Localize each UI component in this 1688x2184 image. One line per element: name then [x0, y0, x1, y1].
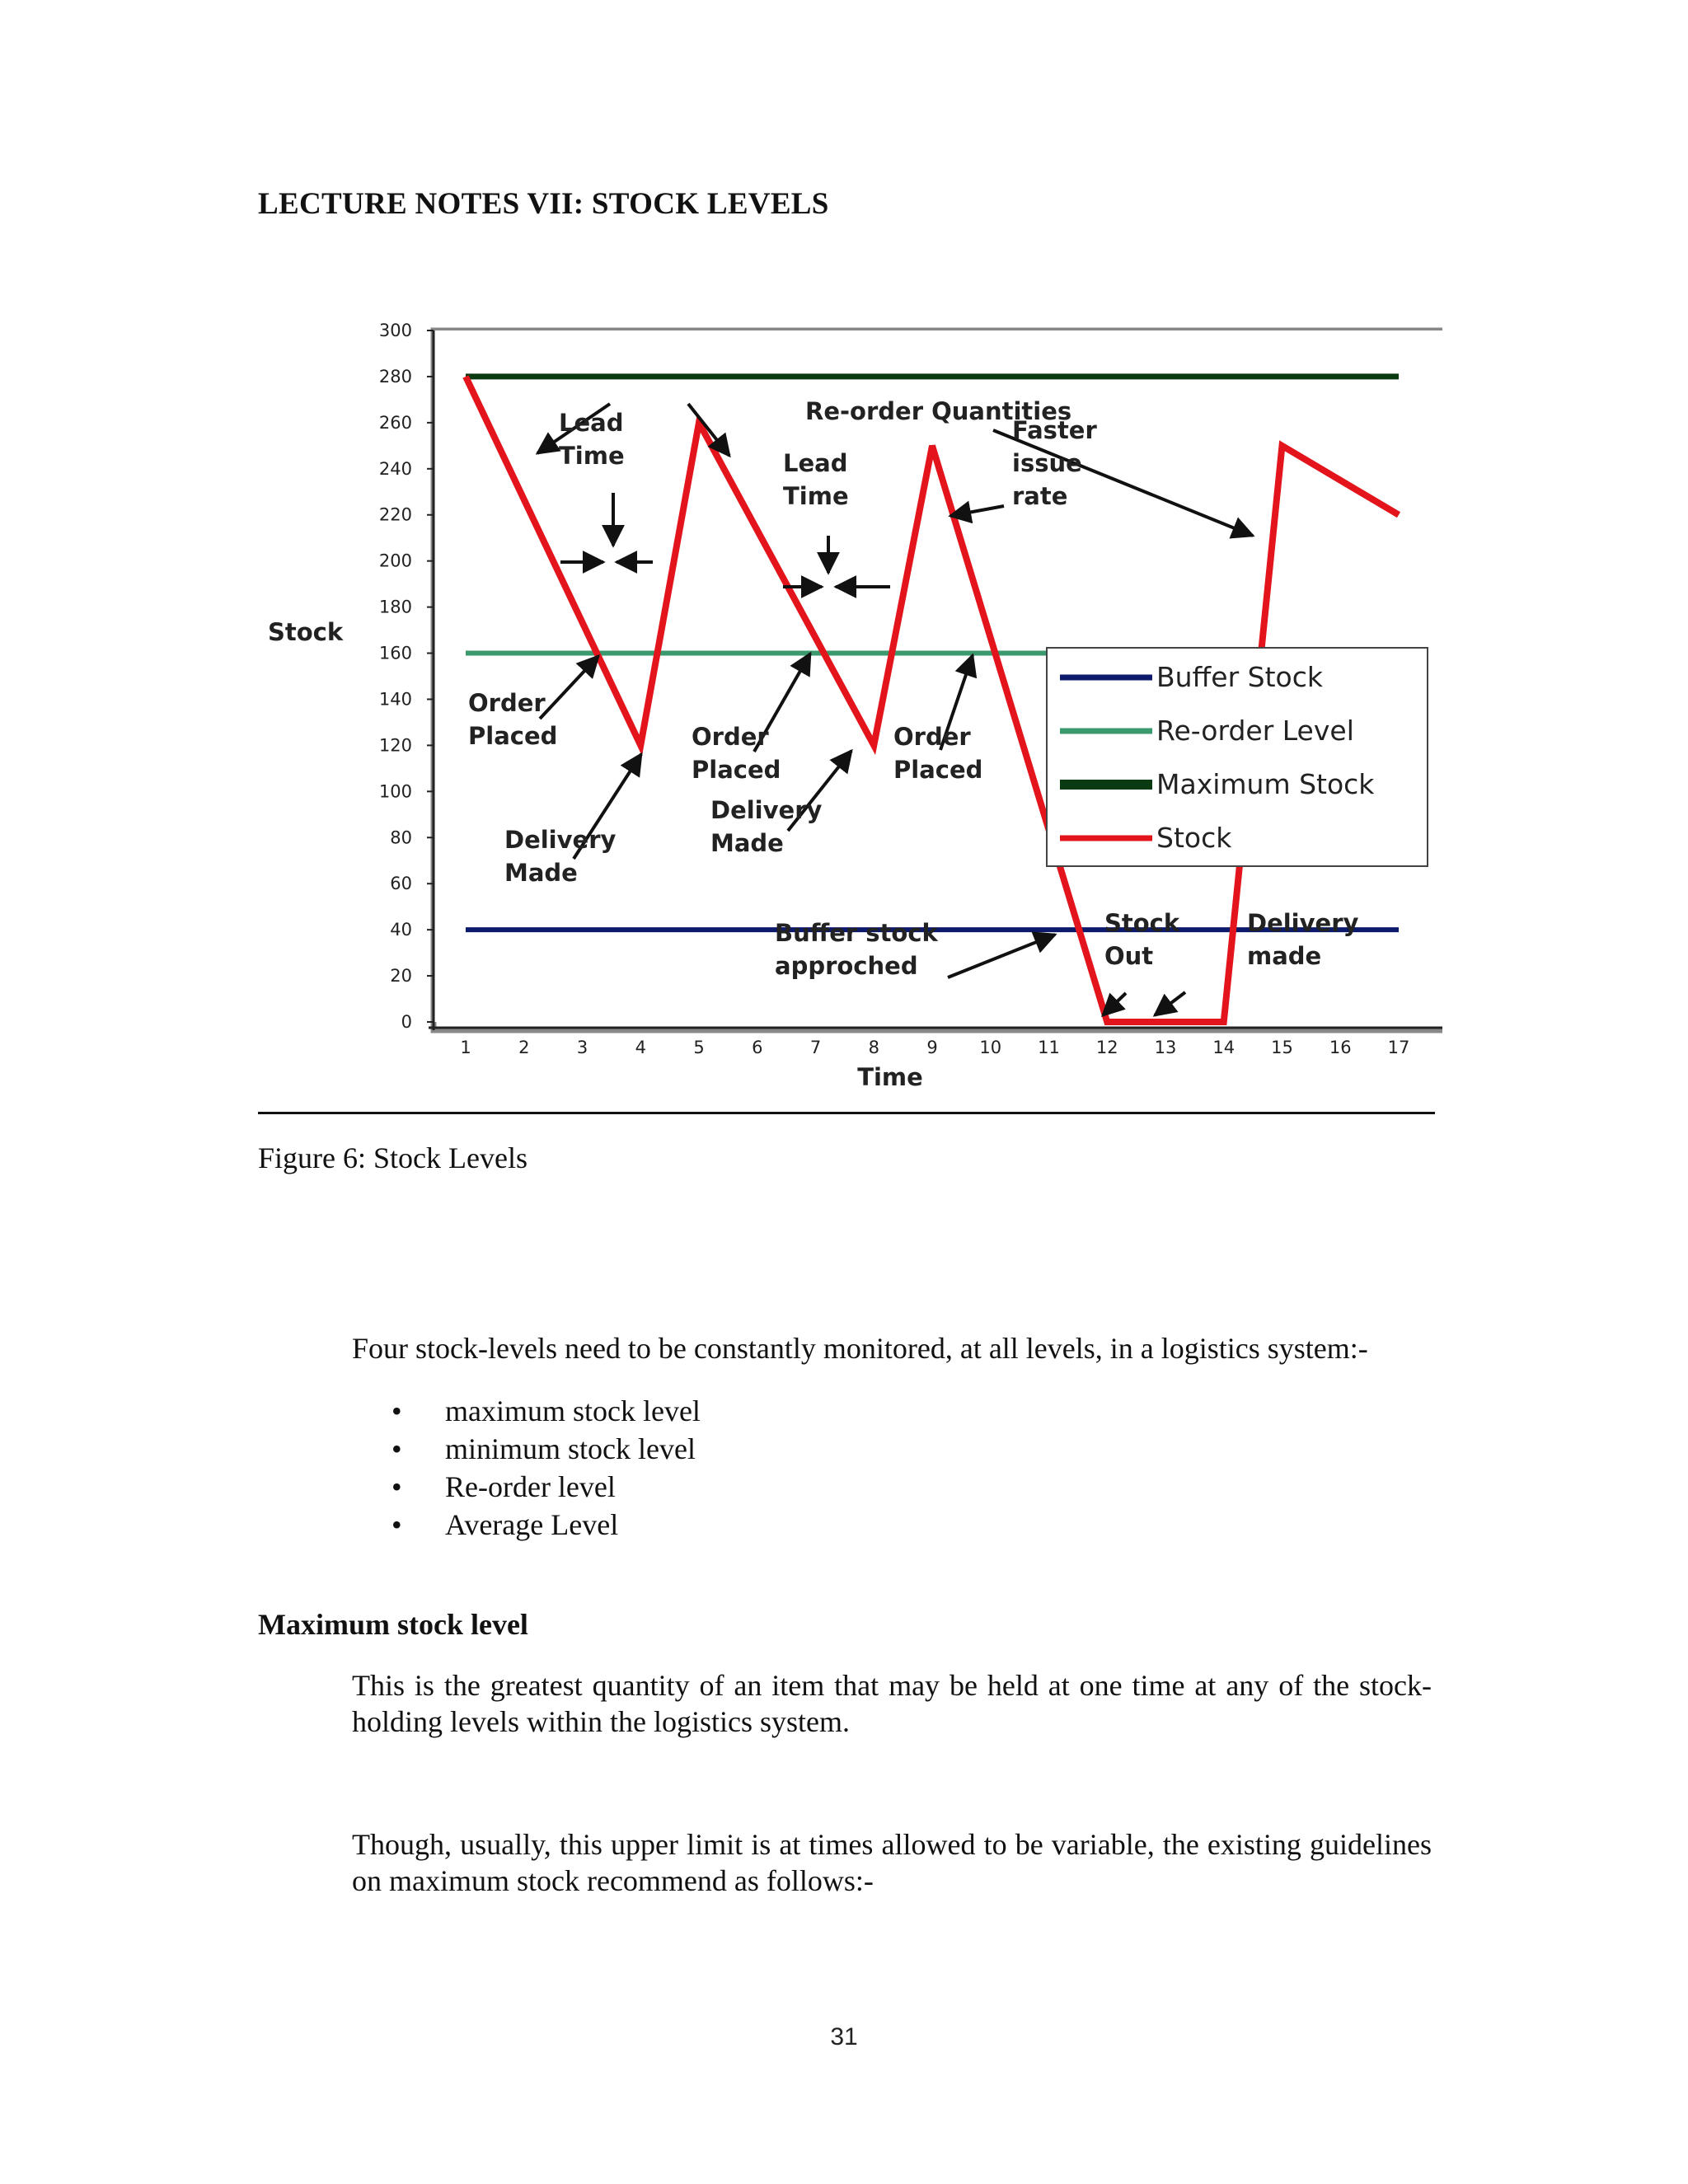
intro-text: Four stock-levels need to be constantly monitored, at all levels, in a logistics system:- [352, 1332, 1368, 1365]
x-tick-label: 9 [926, 1038, 938, 1057]
annotation-label: Lead [783, 449, 848, 477]
annotation-label: rate [1012, 482, 1068, 510]
x-tick-label: 10 [979, 1038, 1002, 1057]
page-number: 31 [830, 2023, 858, 2050]
annotation-label: made [1247, 942, 1322, 970]
annotation-label: Buffer stock [775, 919, 938, 947]
annotation-label: Order [893, 723, 971, 751]
annotation-label: Re-order Quantities [805, 397, 1072, 425]
section-heading: Maximum stock level [258, 1608, 528, 1641]
x-axis-label: Time [857, 1063, 923, 1091]
y-tick-label: 80 [390, 827, 412, 848]
list-item: • minimum stock level [392, 1430, 701, 1468]
x-tick-label: 14 [1212, 1038, 1236, 1057]
annotation-label: Time [559, 442, 625, 470]
y-tick-label: 220 [378, 504, 412, 525]
x-tick-label: 17 [1387, 1038, 1410, 1057]
y-tick-label: 100 [378, 781, 412, 802]
x-tick-label: 5 [693, 1038, 705, 1057]
annotation-label: Made [504, 859, 578, 887]
annotation-label: Faster [1012, 416, 1097, 444]
x-tick-label: 16 [1329, 1038, 1352, 1057]
figure-caption: Figure 6: Stock Levels [258, 1141, 528, 1174]
y-tick-label: 140 [378, 689, 412, 710]
y-tick-label: 20 [390, 966, 412, 987]
annotation-label: Delivery [504, 826, 617, 854]
x-tick-label: 13 [1154, 1038, 1177, 1057]
figure-divider [258, 1112, 1435, 1114]
x-tick-label: 6 [752, 1038, 763, 1057]
list-item: • Re-order level [392, 1468, 701, 1506]
annotation-label: issue [1012, 449, 1082, 477]
x-tick-label: 7 [809, 1038, 822, 1057]
y-tick-label: 240 [378, 458, 412, 479]
y-tick-label: 160 [378, 643, 412, 663]
annotation-label: Stock [1104, 909, 1180, 937]
x-tick-label: 11 [1038, 1038, 1060, 1057]
legend-label: Re-order Level [1156, 715, 1354, 747]
legend-label: Stock [1156, 822, 1232, 854]
document-title: LECTURE NOTES VII: STOCK LEVELS [258, 187, 829, 221]
y-tick-label: 280 [378, 366, 412, 387]
x-tick-label: 4 [635, 1038, 646, 1057]
annotation-label: Lead [559, 409, 624, 437]
annotation-label: Placed [893, 756, 983, 784]
y-axis-label: Stock [268, 618, 344, 646]
y-tick-label: 120 [378, 735, 412, 756]
annotation-label: Delivery [1247, 909, 1359, 937]
stock-levels-chart [247, 305, 1442, 1096]
y-tick-label: 200 [378, 551, 412, 571]
annotation-label: approched [775, 952, 918, 980]
x-tick-label: 3 [576, 1038, 588, 1057]
annotation-label: Placed [468, 722, 558, 750]
x-tick-label: 8 [868, 1038, 879, 1057]
annotation-label: Made [710, 829, 784, 857]
annotation-label: Time [783, 482, 849, 510]
stock-level-list [392, 1392, 701, 1544]
annotation-label: Order [468, 689, 546, 717]
x-tick-label: 12 [1095, 1038, 1118, 1057]
y-tick-label: 60 [390, 874, 412, 894]
legend-label: Buffer Stock [1156, 661, 1323, 693]
paragraph: Though, usually, this upper limit is at times allowed to be variable, the existing guidelines on maximum stock recommend as follows:- [352, 1828, 1432, 1897]
y-tick-label: 40 [390, 920, 412, 940]
annotation-label: Order [692, 723, 769, 751]
list-item: • maximum stock level [392, 1392, 701, 1430]
x-tick-label: 1 [460, 1038, 471, 1057]
y-tick-label: 300 [378, 321, 412, 340]
annotation-label: Out [1104, 942, 1154, 970]
annotation-label: Delivery [710, 796, 823, 824]
list-item: • Average Level [392, 1506, 701, 1544]
y-tick-label: 0 [401, 1012, 412, 1032]
annotation-label: Placed [692, 756, 781, 784]
x-tick-label: 15 [1271, 1038, 1293, 1057]
y-tick-label: 260 [378, 412, 412, 433]
y-tick-label: 180 [378, 597, 412, 617]
legend-label: Maximum Stock [1156, 768, 1375, 800]
x-tick-label: 2 [518, 1038, 530, 1057]
paragraph: This is the greatest quantity of an item that may be held at one time at any of the stock-holding levels within the logistics system. [352, 1669, 1432, 1738]
